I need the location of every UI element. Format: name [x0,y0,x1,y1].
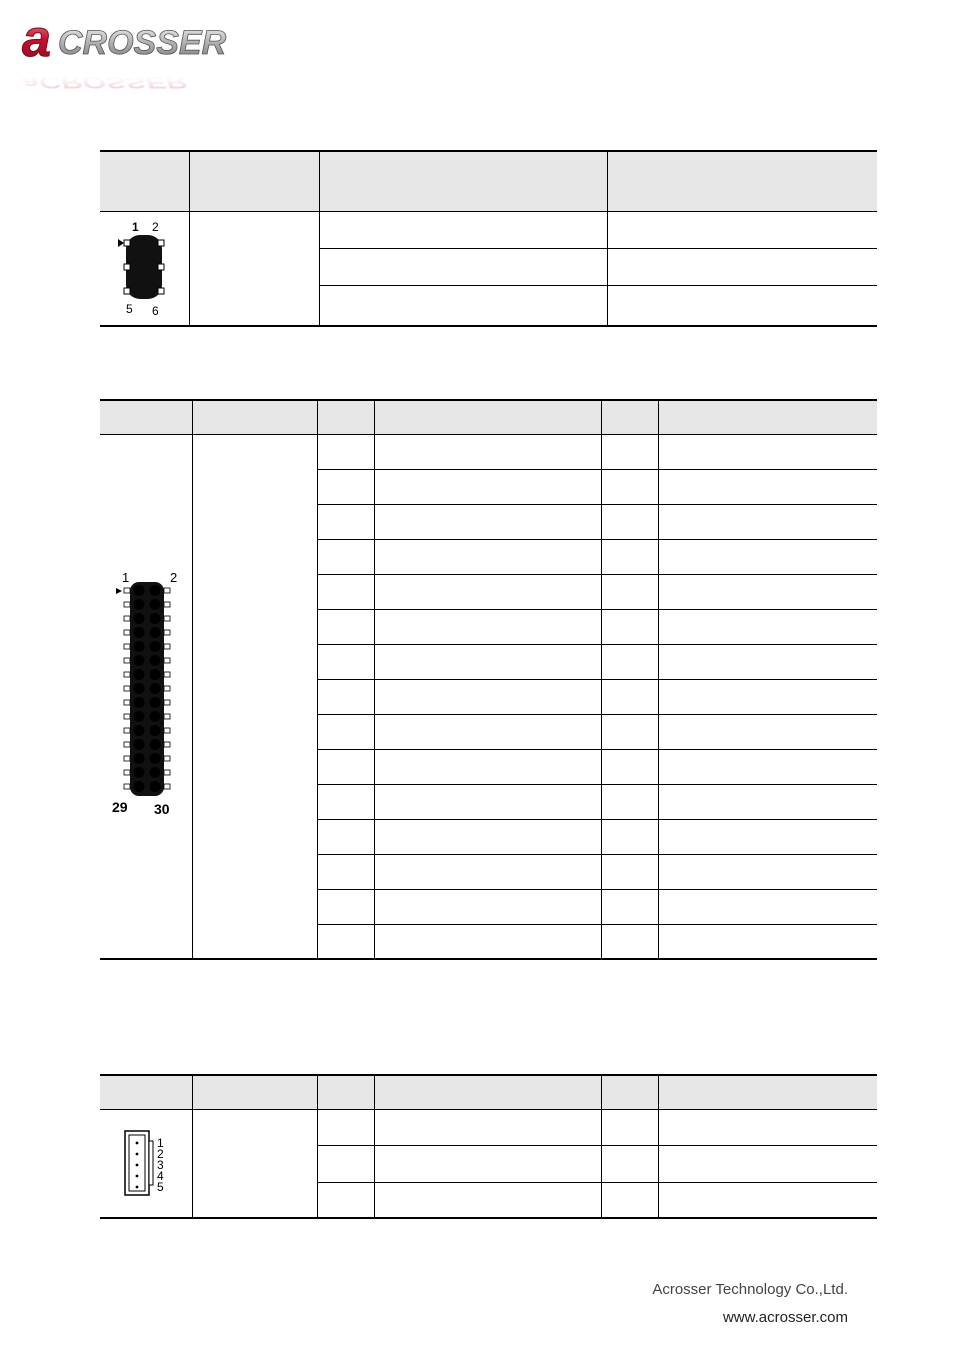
pin-label: 2 [156,1146,164,1161]
pin-label: 5 [156,1179,164,1194]
table-cell [374,1182,601,1218]
pin-label: 2 [169,569,177,585]
svg-text:aCROSSER: aCROSSER [22,72,188,92]
pin-label: 1 [121,569,129,585]
header-cell [317,1075,374,1109]
connector-table-1 [100,150,877,327]
table-cell [658,1145,877,1182]
table-cell [601,889,658,924]
table-cell [317,539,374,574]
table-cell [601,504,658,539]
table-cell [658,784,877,819]
table-cell [317,854,374,889]
header-cell [100,151,189,211]
table-cell [658,889,877,924]
table-cell [658,679,877,714]
table-cell [374,924,601,959]
table-cell [317,469,374,504]
table-cell [374,784,601,819]
table-cell [601,434,658,469]
table-cell [658,749,877,784]
header-cell [601,1075,658,1109]
pin-label: 5 [126,301,133,316]
table-cell [601,539,658,574]
table-cell [317,784,374,819]
pin-header-2x3-icon [114,217,174,317]
table-cell [658,539,877,574]
table-cell [658,924,877,959]
table-cell [317,609,374,644]
table-cell [374,819,601,854]
pin-label: 1 [156,1135,164,1150]
table-cell [601,469,658,504]
header-cell [100,1075,192,1109]
table-cell [374,1145,601,1182]
table-cell [374,434,601,469]
connector-image-cell [100,434,192,959]
name-cell [192,1109,317,1218]
name-cell [192,434,317,959]
header-cell [189,151,319,211]
connector-table-3 [100,1074,877,1219]
header-cell [192,400,317,434]
table-cell [317,574,374,609]
table-cell [601,854,658,889]
header-cell [317,400,374,434]
table-row [100,434,877,469]
table-cell [317,749,374,784]
table-cell [374,644,601,679]
table-cell [601,1182,658,1218]
pin-label: 4 [156,1168,164,1183]
table-cell [317,924,374,959]
table-cell [317,889,374,924]
footer-url: www.acrosser.com [722,1309,848,1326]
table-cell [374,574,601,609]
header-cell [100,400,192,434]
table-cell [317,1109,374,1145]
table-cell [374,889,601,924]
header-cell [658,400,877,434]
pin-label: 6 [152,303,159,317]
table-cell [607,248,877,285]
pin-header-2x15-icon [110,570,182,820]
table-cell [374,504,601,539]
header-cell [658,1075,877,1109]
header-cell [192,1075,317,1109]
table-cell [601,609,658,644]
table-cell [601,1145,658,1182]
table-cell [658,714,877,749]
table-cell [607,211,877,248]
table-cell [317,644,374,679]
pin-label: 1 [132,219,139,234]
table-cell [658,574,877,609]
table-cell [319,248,607,285]
connector-image-cell [100,1109,192,1218]
svg-text:a: a [22,12,51,68]
table-cell [607,285,877,326]
table-cell [319,211,607,248]
header-cell [607,151,877,211]
table-cell [601,819,658,854]
table-cell [601,644,658,679]
table-cell [374,714,601,749]
header-cell [319,151,607,211]
table-cell [658,644,877,679]
table-cell [317,434,374,469]
pin-label: 3 [156,1157,164,1172]
table-cell [658,609,877,644]
table-cell [658,819,877,854]
table-cell [601,574,658,609]
table-cell [374,854,601,889]
table-cell [601,714,658,749]
table-cell [317,504,374,539]
table-cell [374,1109,601,1145]
table-cell [317,1145,374,1182]
pin-label: 2 [152,219,159,234]
table-cell [601,924,658,959]
table-cell [374,539,601,574]
table-cell [317,679,374,714]
header-cell [374,1075,601,1109]
table-cell [658,469,877,504]
table-cell [317,819,374,854]
table-cell [601,1109,658,1145]
table-cell [658,504,877,539]
svg-text:CROSSER: CROSSER [58,24,227,62]
table-cell [601,784,658,819]
connector-image-cell [100,211,189,326]
wafer-connector-5pin-icon [121,1127,171,1197]
table-cell [374,679,601,714]
table-cell [601,749,658,784]
footer-company: Acrosser Technology Co.,Ltd. [652,1281,848,1298]
table-cell [374,469,601,504]
table-row [100,1109,877,1145]
table-cell [658,854,877,889]
header-cell [374,400,601,434]
acrosser-logo [20,12,300,102]
connector-table-2 [100,399,877,960]
pin-label: 30 [153,800,170,817]
table-cell [658,1182,877,1218]
pin-label: 29 [111,798,128,815]
table-cell [374,609,601,644]
header-cell [601,400,658,434]
table-cell [317,1182,374,1218]
table-cell [317,714,374,749]
table-cell [601,679,658,714]
table-cell [658,434,877,469]
table-cell [374,749,601,784]
table-cell [319,285,607,326]
table-cell [658,1109,877,1145]
name-cell [189,211,319,326]
